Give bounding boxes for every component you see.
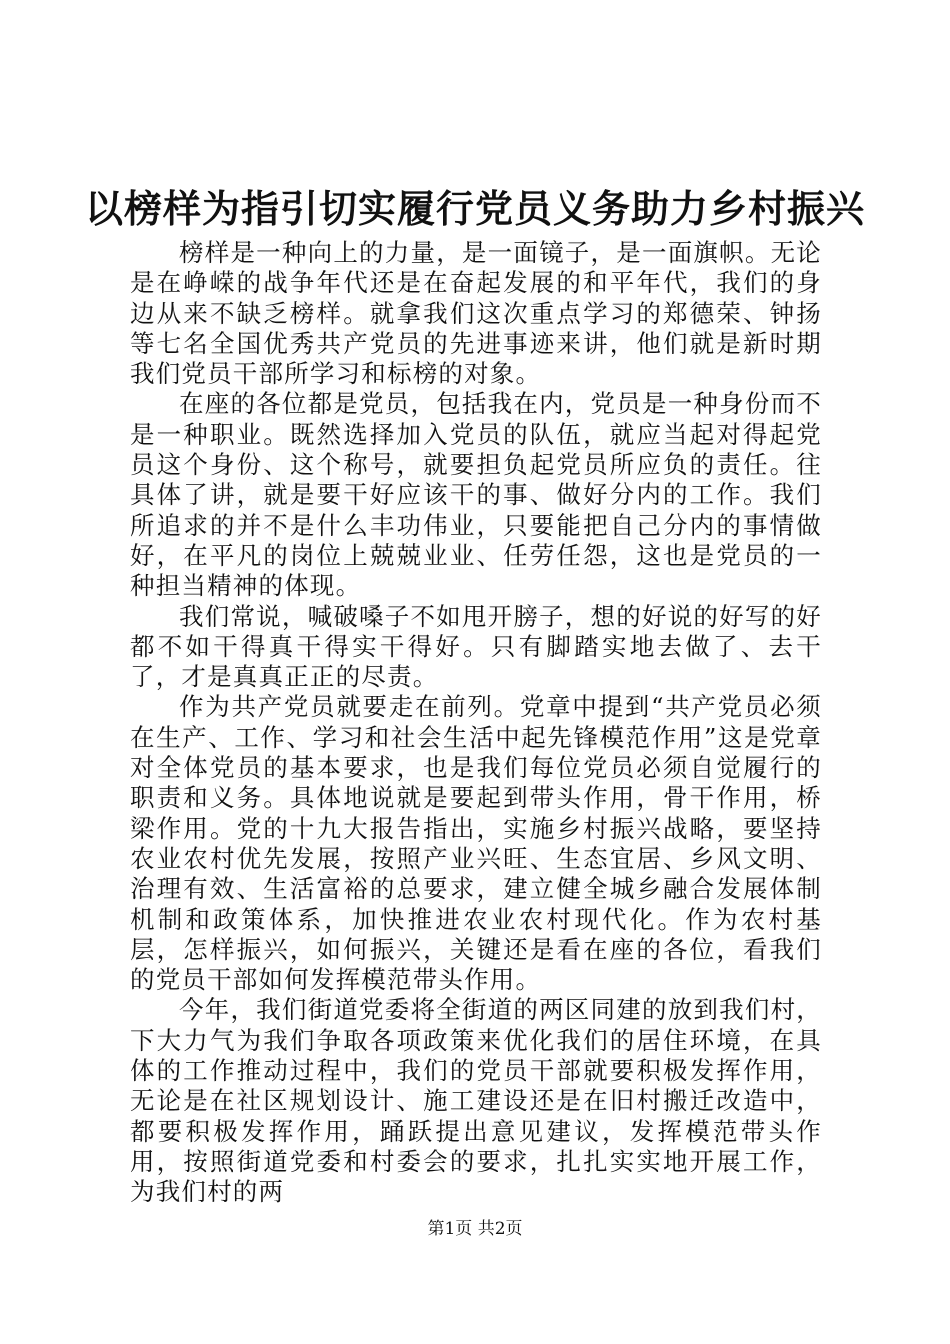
paragraph-4: 作为共产党员就要走在前列。党章中提到“共产党员必须在生产、工作、学习和社会生活中起先锋模范作用”这是党章对全体党员的基本要求，也是我们每位党员必须自觉履行的职责和义务。具体地说就是要起到带头作用，骨干作用，桥梁作用。党的十九大报告指出，实施乡村振兴战略，要坚持农业农村优先发展，按照产业兴旺、生态宜居、乡风文明、治理有效、生活富裕的总要求，建立健全城乡融合发展体制机制和政策体系，加快推进农业农村现代化。作为农村基层，怎样振兴，如何振兴，关键还是看在座的各位，看我们的党员干部如何发挥模范带头作用。: [130, 692, 822, 995]
paragraph-5: 今年，我们街道党委将全街道的两区同建的放到我们村，下大力气为我们争取各项政策来优化我们的居住环境，在具体的工作推动过程中，我们的党员干部就要积极发挥作用，无论是在社区规划设计、施工建设还是在旧村搬迁改造中，都要积极发挥作用，踊跃提出意见建议，发挥模范带头作用，按照街道党委和村委会的要求，扎扎实实地开展工作，为我们村的两: [130, 995, 822, 1207]
paragraph-1: 榜样是一种向上的力量，是一面镜子，是一面旗帜。无论是在峥嵘的战争年代还是在奋起发展的和平年代，我们的身边从来不缺乏榜样。就拿我们这次重点学习的郑德荣、钟扬等七名全国优秀共产党员的先进事迹来讲，他们就是新时期我们党员干部所学习和标榜的对象。: [130, 238, 822, 389]
document-title: 以榜样为指引切实履行党员义务助力乡村振兴: [84, 186, 865, 231]
document-body: [130, 238, 822, 1208]
page-number-footer: 第1页 共2页: [427, 1219, 523, 1239]
paragraph-3: 我们常说，喊破嗓子不如甩开膀子，想的好说的好写的好都不如干得真干得实干得好。只有脚踏实地去做了、去干了，才是真真正正的尽责。: [130, 601, 822, 692]
paragraph-2: 在座的各位都是党员，包括我在内，党员是一种身份而不是一种职业。既然选择加入党员的队伍，就应当起对得起党员这个身份、这个称号，就要担负起党员所应负的责任。往具体了讲，就是要干好应该干的事、做好分内的工作。我们所追求的并不是什么丰功伟业，只要能把自己分内的事情做好，在平凡的岗位上兢兢业业、任劳任怨，这也是党员的一种担当精神的体现。: [130, 389, 822, 601]
